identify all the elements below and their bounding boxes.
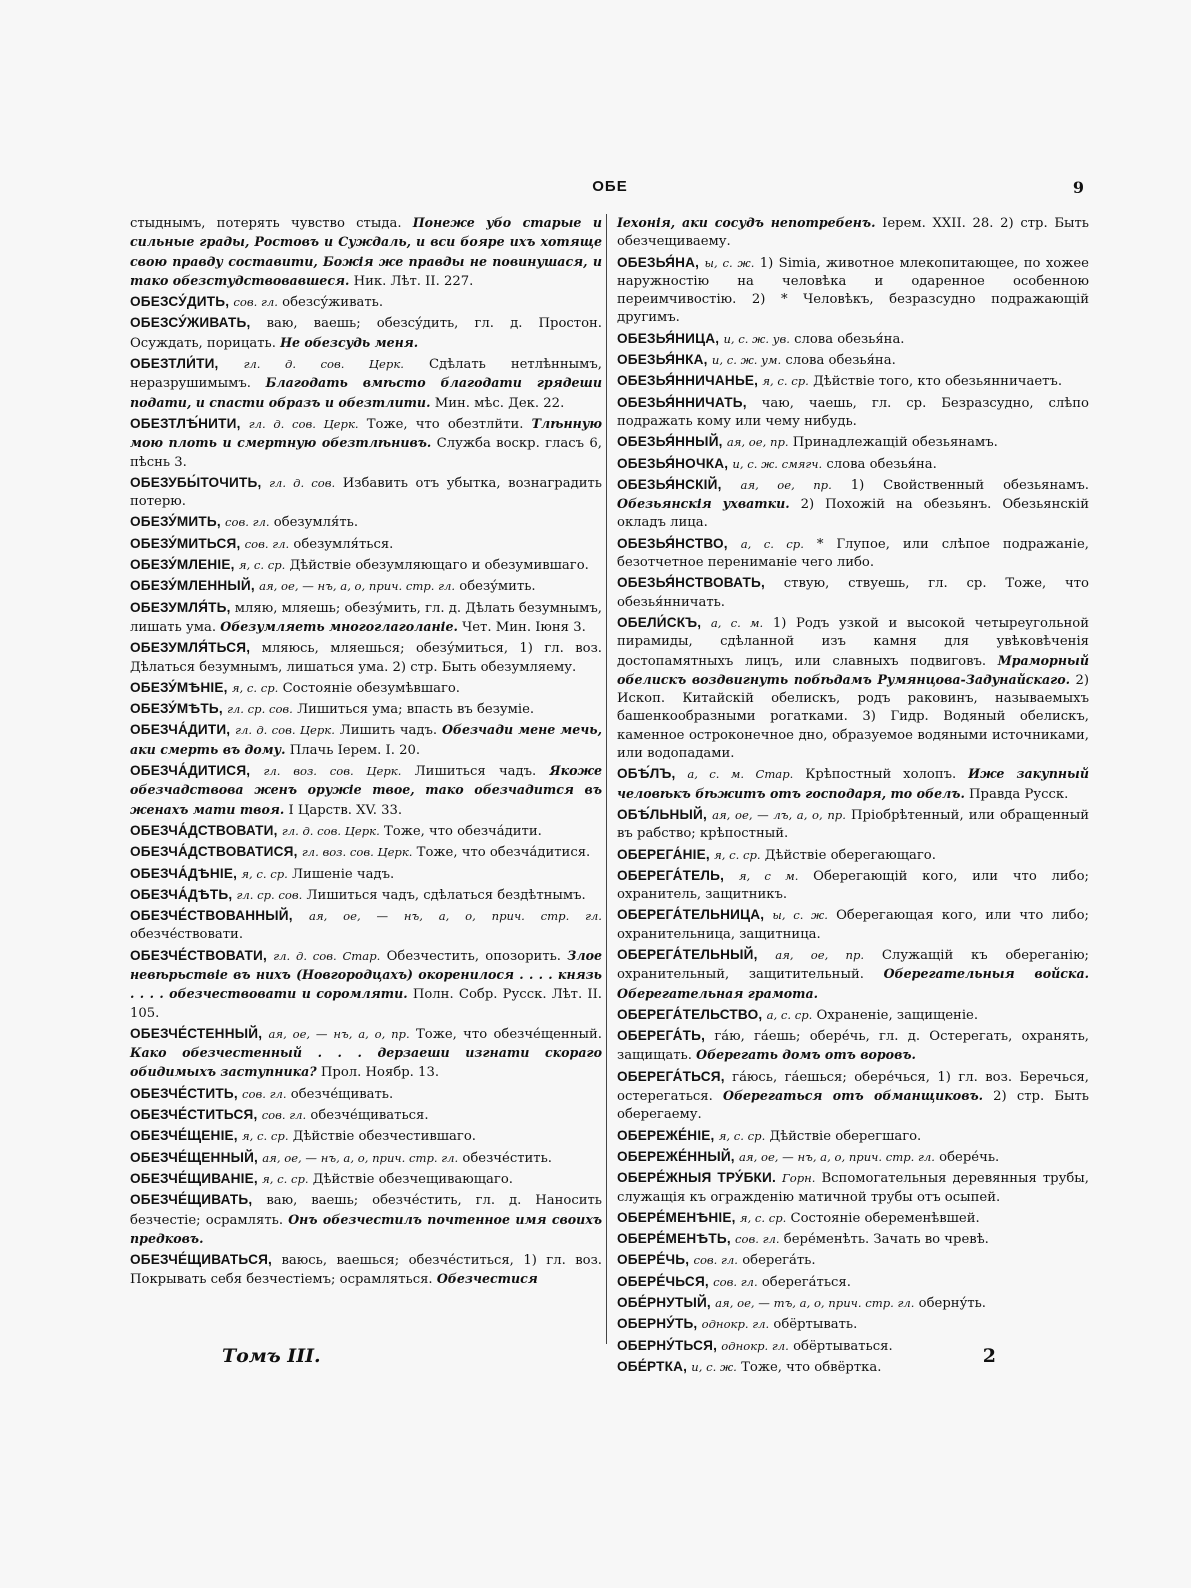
headword: ОБЕЗУ́МИТЬСЯ, [130,535,241,551]
grammar-label: ая, ое, — лъ, а, о, пр. [712,807,846,822]
headword: ОБЕ́РНУТЫЙ, [617,1295,711,1311]
headword: ОБЕРЕГА́ТЬ, [617,1028,706,1044]
dictionary-entry [617,1251,1089,1270]
headword: ОБЕЗЧА́ДѢТЬ, [130,886,233,902]
headword: ОБЕЛИ́СКЪ, [617,614,702,630]
source-reference: Правда Русск. [969,786,1069,802]
headword: ОБЕ́РТКА, [617,1358,688,1374]
dictionary-entry [130,513,602,532]
definition: Охраненіе, защищеніе. [816,1007,979,1023]
headword: ОБЕРЕЖЕ́ННЫЙ, [617,1148,735,1164]
grammar-label: гл. воз. сов. Церк. [263,764,402,779]
source-reference: Ник. Лѣт. II. 227. [353,273,474,289]
definition: Дѣйствіе обезумляющаго и обезумившаго. [289,558,589,574]
dictionary-entry [130,314,602,353]
left-column [130,214,602,1344]
headword: ОБЕЗЬЯ́НСТВОВАТЬ, [617,575,765,591]
definition: Дѣйствіе обезчещивающаго. [312,1171,513,1187]
dictionary-entry [130,1251,602,1290]
grammar-label: сов. гл. [713,1274,758,1289]
headword: ОБЕРЕ́ЧЬСЯ, [617,1273,709,1289]
dictionary-entry [617,330,1089,349]
example: Како обезчестенный . . . дерзаеши изгнати скораго обидимыхъ заступника? [130,1045,602,1080]
dictionary-entry [617,1230,1089,1249]
headword: ОБЕРЕГА́ТЕЛЬНИЦА, [617,907,765,923]
dictionary-entry [130,1170,602,1189]
grammar-label: я, с. ср. [714,847,761,862]
example: Оберегать домъ отъ воровъ. [696,1047,916,1063]
definition: стыднымъ, потерять чувство стыда. [130,216,402,231]
headword: ОБѢ́ЛЪ, [617,766,676,782]
dictionary-entry [130,947,602,1023]
grammar-label: сов. гл. [693,1253,738,1268]
example: Благодать вмѣсто благодати грядеши подати, и спасти образъ и обезтлити. [130,375,602,410]
example: Понеже убо старые и сильные грады, Ростовъ и Суждаль, и вси бояре ихъ хотяще свою правду составити, Божія же правды не повинушася, и тако обезстудствовавшеся. [130,215,602,288]
definition: Тоже, что обезча́дитися. [416,845,591,861]
dictionary-entry [617,946,1089,1004]
example: Іехонія, аки сосудъ непотребенъ. [617,215,876,230]
definition: Дѣйствіе оберегающаго. [764,847,936,863]
dictionary-entry [130,1025,602,1083]
grammar-label: сов. гл. [261,1108,307,1123]
headword: ОБЕЗЬЯ́ННИЧАТЬ, [617,394,747,410]
headword: ОБЕЗУ́МЛЕНІЕ, [130,557,235,573]
grammar-label: я, с. ср. [718,1128,766,1143]
definition: га́ю, га́ешь; обере́чь, гл. д. Остерегать, охранять, защищать. [617,1029,1089,1064]
dictionary-entry [617,535,1089,573]
definition: га́юсь, га́ешься; обере́чься, 1) гл. воз. Беречься, остерегаться. [617,1069,1089,1105]
grammar-label: и, с. ж. ув. [723,331,790,346]
headword: ОБЕЗУ́МѢНІЕ, [130,679,228,695]
headword: ОБЕЗЬЯ́НКА, [617,352,708,368]
dictionary-entry [130,577,602,596]
dictionary-entry [617,846,1089,865]
headword: ОБЕЗЬЯ́НА, [617,254,700,270]
definition: Лишить чадъ. [339,723,438,739]
grammar-label: я, с. ср. [739,1210,787,1225]
dictionary-entry [617,372,1089,391]
definition: обере́чь. [939,1149,1000,1165]
grammar-label: ая, ое, — нъ, а, о, прич. стр. гл. [309,909,602,924]
dictionary-entry [617,806,1089,844]
grammar-label: и, с. ж. ум. [711,353,782,368]
grammar-label: гл. д. сов. Стар. [273,948,381,963]
definition: обезче́щивать. [290,1086,394,1102]
definition: Оберегающая кого, или что либо; охранительница, защитница. [617,908,1089,942]
headword: ОБЕЗЧЕ́ЩИВАНІЕ, [130,1170,258,1186]
definition: оберега́ть. [742,1253,816,1269]
headword: ОБЕРНУ́ТЬ, [617,1316,698,1332]
headword: ОБЕРЕГА́ТЕЛЬСТВО, [617,1006,763,1022]
grammar-label: сов. гл. [233,295,278,310]
grammar-label: сов. гл. [225,515,270,530]
headword: ОБЕЗЧЕ́ЩИВАТЬ, [130,1192,253,1208]
dictionary-entry [617,1027,1089,1066]
grammar-label: гл. ср. сов. [236,887,303,902]
headword: ОБЕЗЬЯ́НСТВО, [617,535,728,551]
definition: слова обезья́на. [826,456,937,472]
headword: ОБЕРЕ́ЧЬ, [617,1252,690,1268]
dictionary-entry [130,535,602,554]
headword: ОБЕЗЬЯ́ННИЧАНЬЕ, [617,373,759,389]
headword: ОБЕЗУМЛЯ́ТЬСЯ, [130,640,251,656]
page-number: 9 [1072,178,1084,197]
dictionary-entry [617,1209,1089,1228]
dictionary-entry [130,415,602,472]
definition: Тоже, что обвёртка. [741,1359,882,1375]
source-reference: Плачь Іерем. I. 20. [289,742,421,758]
headword: ОБЕЗЧЕ́ЩЕНІЕ, [130,1128,238,1144]
dictionary-entry [617,1127,1089,1146]
definition: Дѣйствіе того, кто обезьянничаетъ. [813,374,1063,390]
headword: ОБЕЗЬЯ́НСКІЙ, [617,476,722,492]
definition: слова обезья́на. [785,353,896,369]
source-reference: 2) стр. Быть оберегаему. [617,1089,1089,1123]
headword: ОБЕЗУБЫ́ТОЧИТЬ, [130,474,262,490]
definition: мляю, мляешь; обезу́мить, гл. д. Дѣлать безумнымъ, лишать ума. [130,600,602,635]
example: Злое невѣрьствіе въ нихъ (Новгородцахъ) окоренилося . . . . князь . . . . обезчествовати и соромляти. [130,947,602,1002]
dictionary-entry [130,556,602,575]
grammar-label: гл. д. сов. Церк. [281,823,380,838]
page-header [130,178,1090,202]
grammar-label: а, с. ср. [766,1007,813,1022]
dictionary-entry [617,574,1089,612]
headword: ОБЕРЕГА́ТЕЛЬНЫЙ, [617,946,758,962]
definition: оберну́ть. [918,1296,986,1312]
definition: ваю, ваешь; обезсу́дить, гл. д. Простон. Осуждать, порицать. [130,316,602,351]
dictionary-entry [130,1085,602,1104]
definition: обезче́стить. [462,1150,552,1166]
headword: ОБЕЗЧА́ДИТИ, [130,722,231,738]
example: Обезчестися [436,1271,538,1287]
dictionary-entry [617,351,1089,370]
headword: ОБЕЗЬЯ́НОЧКА, [617,455,729,471]
dictionary-entry [130,721,602,760]
dictionary-entry [130,865,602,884]
definition: обезу́мить. [459,579,536,595]
grammar-label: ая, ое, — нъ, а, о, прич. стр. гл. [259,579,456,594]
grammar-label: я, с. ср. [242,1129,289,1144]
grammar-label: гл. воз. сов. Церк. [301,845,413,860]
headword: ОБЕРЕЖЕ́НІЕ, [617,1127,715,1143]
grammar-label: гл. д. сов. [269,475,336,490]
headword: ОБЕЗСУ́ЖИВАТЬ, [130,315,251,331]
source-reference: I Царств. XV. 33. [288,802,403,818]
headword: ОБЕЗУ́МЛЕННЫЙ, [130,578,255,594]
source-reference: 2) Похожій на обезьянъ. Обезьянскій окладъ лица. [617,497,1089,531]
headword: ОБЕРЕ́МЕНѢНІЕ, [617,1209,736,1225]
definition: Служащій къ обереганію; охранительный, защитительный. [617,947,1089,983]
dictionary-entry [617,1294,1089,1313]
grammar-label: я, с. ср. [762,374,809,389]
definition: 1) Родъ узкой и высокой четыреугольной пирамиды, сдѣланной изъ камня для увѣковѣченія достопамятныхъ лицъ, или славныхъ подвиговъ. [617,615,1089,669]
dictionary-entry [130,355,602,413]
headword: ОБЕЗУ́МИТЬ, [130,514,221,530]
dictionary-entry [130,1127,602,1146]
definition: Дѣйствіе оберегшаго. [769,1128,922,1144]
definition: ваюсь, ваешься; обезче́ститься, 1) гл. воз. Покрывать себя безчестіемъ; осрамляться. [130,1253,602,1288]
dictionary-entry [130,886,602,905]
definition: Тоже, что обезча́дити. [383,823,542,839]
definition: Сдѣлать нетлѣннымъ, неразрушимымъ. [130,357,602,392]
headword: ОБѢ́ЛЬНЫЙ, [617,806,707,822]
dictionary-entry [130,700,602,719]
grammar-label: ая, ое, пр. [740,477,832,492]
signature-mark: 2 [982,1345,996,1367]
grammar-label: я, с. ср. [238,558,286,573]
definition: Лишиться чадъ, сдѣлаться бездѣтнымъ. [306,887,586,903]
definition: обёртываться. [793,1338,893,1354]
definition: Тоже, что обезтлйти. [366,416,524,432]
definition: Лишеніе чадъ. [292,866,395,882]
dictionary-entry [130,639,602,677]
headword: ОБЕЗСУ́ДИТЬ, [130,294,230,310]
dictionary-entry [617,1006,1089,1025]
definition: Лишиться ума; впасть въ безуміе. [297,702,535,718]
grammar-label: гл. ср. сов. [227,702,293,717]
dictionary-entry [130,679,602,698]
grammar-label: гл. д. сов. Церк. [235,723,335,738]
headword: ОБЕРЕГА́НІЕ, [617,846,710,862]
grammar-label: ая, ое, пр. [775,947,865,962]
grammar-label: однокр. гл. [701,1317,770,1332]
headword: ОБЕРЕ́МЕНѢТЬ, [617,1231,731,1247]
definition: Пріобрѣтенный, или обращенный въ рабство; крѣпостный. [617,807,1089,842]
dictionary-entry [130,293,602,312]
example: Мраморный обелискъ воздвигнуть побѣдамъ Румянцова-Задунайскаго. [617,652,1089,687]
grammar-label: и, с. ж. смягч. [732,456,823,471]
definition: Дѣйствіе обезчестившаго. [292,1129,476,1145]
grammar-label: гл. д. сов. Церк. [243,357,404,372]
dictionary-entry [130,474,602,512]
headword: ОБЕЗТЛИ́ТИ, [130,356,219,372]
example: Обезьянскія ухватки. [617,496,790,512]
source-reference: Мин. мѣс. Дек. 22. [434,395,565,411]
source-reference: Прол. Ноябр. 13. [320,1065,440,1081]
grammar-label: сов. гл. [735,1232,780,1247]
example: Оберегаться отъ обманщиковъ. [722,1088,984,1104]
grammar-label: я, с. ср. [231,680,279,695]
headword: ОБЕЗЧЕ́ЩЕННЫЙ, [130,1149,259,1165]
definition: обезумля́ться. [293,536,394,552]
dictionary-entry [617,906,1089,944]
headword: ОБЕЗЧА́ДСТВОВАТИ, [130,822,278,838]
column-divider [606,214,607,1344]
grammar-label: однокр. гл. [721,1338,789,1353]
grammar-label: ы, с. ж. [704,255,755,270]
definition: ваю, ваешь; обезче́стить, гл. д. Наносить безчестіе; осрамлять. [130,1193,602,1228]
dictionary-entry [617,1148,1089,1167]
grammar-label: я, с. ср. [241,866,288,881]
headword: ОБЕЗЬЯ́ННЫЙ, [617,434,723,450]
headword: ОБЕЗТЛѢ́НИТИ, [130,415,241,431]
headword: ОБЕЗЧЕ́СТЕННЫЙ, [130,1025,263,1041]
definition: обёртывать. [773,1317,858,1333]
dictionary-entry [617,1068,1089,1125]
definition: обезсу́живать. [282,295,384,311]
headword: ОБЕЗЧА́ДѢНІЕ, [130,865,238,881]
page-footer [130,1345,1090,1375]
headword: ОБЕЗЧЕ́СТИТЬ, [130,1085,238,1101]
example: Обезчади мене мечь, аки смерть въ дому. [130,722,602,757]
source-reference: Полн. Собр. Русск. Лѣт. II. 105. [130,987,602,1021]
definition: Оберегающій кого, или что либо; охранитель, защитникъ. [617,868,1089,903]
grammar-label: а, с. ср. [740,536,804,551]
definition: мляюсь, мляешься; обезу́миться, 1) гл. воз. Дѣлаться безумнымъ, лишаться ума. 2) стр. Быть обезумляему. [130,641,602,675]
dictionary-entry [617,394,1089,432]
headword: ОБЕЗЧЕ́СТВОВАННЫЙ, [130,908,293,924]
dictionary-entry [617,254,1089,328]
definition: 1) Simia, животное млекопитающее, по хожее наружностію на человѣка и одаренное особенною переимчивостію. 2) * Человѣкъ, безразсудно подражающій другимъ. [617,255,1089,326]
dictionary-entry [130,1149,602,1168]
grammar-label: я, с. ср. [262,1171,309,1186]
running-head: ОБЕ [592,178,628,195]
example: Обезумляеть многоглаголаніе. [220,618,458,634]
headword: ОБЕЗУ́МѢТЬ, [130,701,223,717]
grammar-label: ая, ое, — нъ, а, о, пр. [268,1026,410,1041]
headword: ОБЕЗЬЯ́НИЦА, [617,330,720,346]
definition: чаю, чаешь, гл. ср. Безразсудно, слѣпо подражать кому или чему нибудь. [617,395,1089,429]
headword: ОБЕЗЧА́ДИТИСЯ, [130,763,251,779]
dictionary-entry [617,867,1089,905]
definition: Вспомогательныя деревянныя трубы, служащія къ огражденію матичной трубы отъ осыпей. [617,1171,1089,1205]
dictionary-entry [617,1169,1089,1207]
source-reference: Чет. Мин. Іюня 3. [462,619,586,635]
headword: ОБЕРЕ́ЖНЫЯ ТРУ́БКИ. [617,1170,776,1186]
definition: обезче́ствовати. [130,927,244,943]
headword: ОБЕЗУМЛЯ́ТЬ, [130,599,231,615]
grammar-label: гл. д. сов. Церк. [248,416,359,431]
example: Иже закупный человѣкъ бѣжитъ отъ господаря, то обелъ. [617,766,1090,801]
right-column [617,214,1090,1375]
definition: бере́менѣть. Зачать во чревѣ. [783,1232,989,1248]
dictionary-entry [130,907,602,945]
grammar-label: ая, ое, пр. [726,435,789,450]
definition: Лишиться чадъ. [414,764,537,780]
dictionary-entry [130,1191,602,1249]
grammar-label: сов. гл. [244,536,290,551]
grammar-label: а, с. м. [710,615,764,630]
example: Онъ обезчестилъ почтенное имя своихъ предковъ. [130,1211,602,1246]
dictionary-entry [130,599,602,638]
dictionary-entry [617,1315,1089,1334]
grammar-label: ая, ое, — тъ, а, о, прич. стр. гл. [715,1296,915,1311]
definition: ствую, ствуешь, гл. ср. Тоже, что обезья́нничать. [617,576,1089,610]
headword: ОБЕЗЧА́ДСТВОВАТИСЯ, [130,844,298,860]
grammar-label: я, с м. [738,868,799,883]
definition: 1) Свойственный обезьянамъ. [850,477,1089,493]
dictionary-entry [130,1106,602,1125]
definition: Избавить отъ убытка, вознаградить потерю. [130,475,602,510]
definition: обезче́щиваться. [310,1108,429,1124]
headword: ОБЕЗЧЕ́ЩИВАТЬСЯ, [130,1252,273,1268]
grammar-label: и, с. ж. [691,1359,737,1374]
definition: Состояніе обеременѣвшей. [790,1210,980,1226]
grammar-label: ы, с. ж. [772,908,828,923]
dictionary-entry [617,614,1089,763]
definition: Тоже, что обезче́щенный. [416,1026,602,1042]
grammar-label: ая, ое, — нъ, а, о, прич. стр. гл. [262,1150,459,1165]
dictionary-entry [130,822,602,841]
definition: Крѣпостный холопъ. [805,767,957,783]
source-reference: Іерем. XXII. 28. 2) стр. Быть обезчещиваему. [617,216,1089,250]
dictionary-entry [617,476,1089,533]
headword: ОБЕРЕГА́ТЬСЯ, [617,1068,725,1084]
definition: слова обезья́на. [794,331,905,347]
dictionary-entry [617,765,1089,804]
grammar-label: а, с. м. Стар. [687,767,794,782]
dictionary-entry [130,843,602,862]
dictionary-entry [617,214,1089,252]
example: Якоже обезчадствова женъ оружіе твое, тако обезчадится въ женахъ мати твоя. [130,763,602,817]
dictionary-entry [617,455,1089,474]
source-reference: Служба воскр. гласъ 6, пѣснь 3. [130,436,602,470]
headword: ОБЕЗЧЕ́СТВОВАТИ, [130,947,267,963]
dictionary-entry [617,433,1089,452]
volume-label: Томъ III. [222,1345,321,1367]
dictionary-entry [130,214,602,291]
definition: * Глупое, или слѣпое подражаніе, безотчетное перениманіе чего либо. [617,536,1089,571]
grammar-label: сов. гл. [242,1086,287,1101]
example: Оберегательныя войска. Оберегательная грамота. [617,966,1089,1001]
headword: ОБЕРНУ́ТЬСЯ, [617,1337,718,1353]
definition: Обезчестить, опозорить. [386,948,561,964]
example: Не обезсудь меня. [280,334,419,350]
source-reference: 2) Ископ. Китайскій обелискъ, родъ раковинъ, называемыхъ башенкообразными рогатками. 3) Гидр. Водяный обелискъ, каменное остроконечное дно, образуемое водяными источниками, или водопадами. [617,672,1089,762]
definition: обезумля́ть. [273,515,359,531]
definition: Состояніе обезумѣвшаго. [282,680,460,696]
headword: ОБЕРЕГА́ТЕЛЬ, [617,867,725,883]
headword: ОБЕЗЧЕ́СТИТЬСЯ, [130,1107,258,1123]
definition: оберега́ться. [761,1274,851,1290]
definition: Принадлежащій обезьянамъ. [792,435,998,451]
grammar-label: ая, ое, — нъ, а, о, прич. стр. гл. [739,1149,935,1164]
dictionary-entry [617,1273,1089,1292]
grammar-label: Горн. [782,1171,816,1186]
example: Тлѣнную мою плоть и смертную обезтлѣнивъ. [130,415,602,451]
dictionary-entry [130,762,602,820]
